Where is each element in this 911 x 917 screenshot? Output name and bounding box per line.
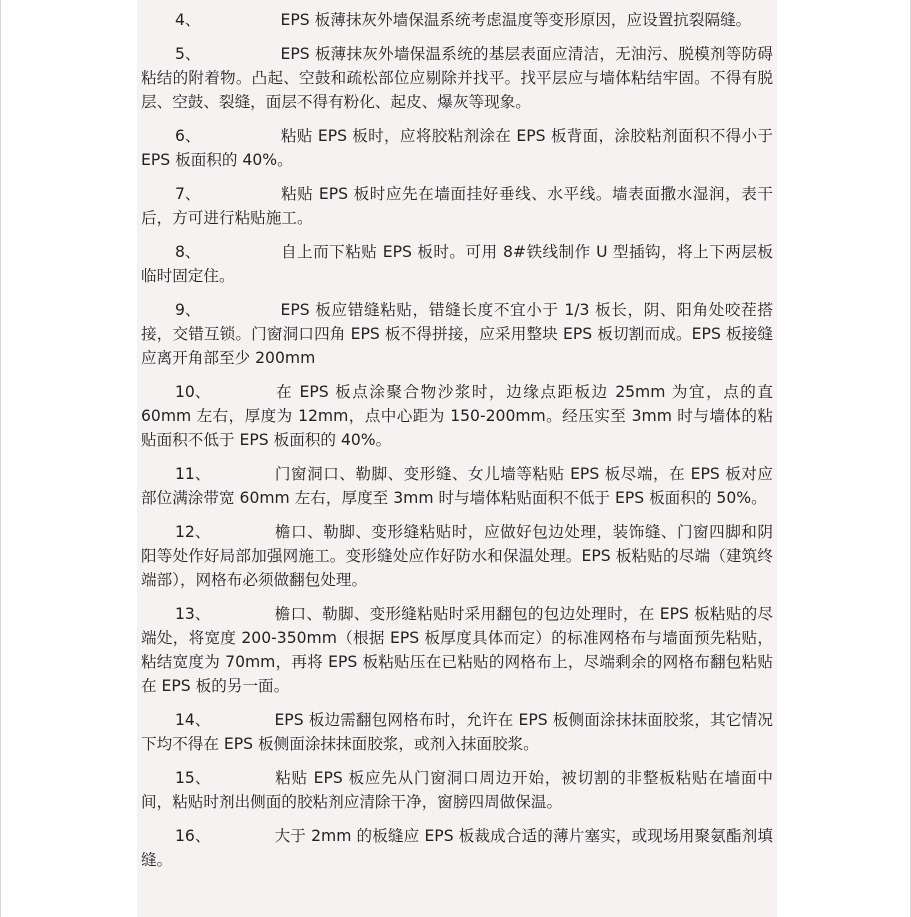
paragraph-16 [141, 824, 773, 872]
paragraph-text: 自上而下粘贴 EPS 板时。可用 8#铁线制作 U 型插钩，将上下两层板临时固定住。 [141, 243, 773, 285]
paragraph-11 [141, 462, 773, 510]
item-number: 11、 [175, 465, 211, 483]
item-number: 6、 [175, 127, 201, 145]
item-number: 16、 [175, 827, 211, 845]
item-number: 14、 [175, 711, 211, 729]
paragraph-15 [141, 766, 773, 814]
item-number: 12、 [175, 523, 211, 541]
paragraph-14 [141, 708, 773, 756]
paragraph-text: 粘贴 EPS 板应先从门窗洞口周边开始，被切割的非整板粘贴在墙面中间，粘贴时剂出侧面的胶粘剂应清除干净，窗膀四周做保温。 [141, 769, 773, 811]
paragraph-text: 粘贴 EPS 板时应先在墙面挂好垂线、水平线。墙表面撒水湿润，表干后，方可进行粘贴施工。 [141, 185, 773, 227]
paragraph-13 [141, 602, 773, 698]
item-number: 5、 [175, 45, 201, 63]
item-number: 4、 [175, 11, 201, 29]
paragraph-text: EPS 板应错缝粘贴，错缝长度不宜小于 1/3 板长，阴、阳角处咬茬搭接，交错互锁。门窗洞口四角 EPS 板不得拼接，应采用整块 EPS 板切割而成。EPS 板接缝应离开角部至少 200mm [141, 301, 773, 367]
paragraph-text: 粘贴 EPS 板时，应将胶粘剂涂在 EPS 板背面，涂胶粘剂面积不得小于 EPS 板面积的 40%。 [141, 127, 773, 169]
paragraph-5 [141, 42, 773, 114]
paragraph-9 [141, 298, 773, 370]
document-page [137, 0, 777, 917]
paragraph-text: 门窗洞口、勒脚、变形缝、女儿墙等粘贴 EPS 板尽端，在 EPS 板对应部位满涂带宽 60mm 左右，厚度至 3mm 时与墙体粘贴面积不低于 EPS 板面积的 50%。 [141, 465, 773, 507]
item-number: 10、 [175, 383, 211, 401]
paragraph-7 [141, 182, 773, 230]
paragraph-12 [141, 520, 773, 592]
paragraph-8 [141, 240, 773, 288]
item-number: 13、 [175, 605, 211, 623]
item-number: 15、 [175, 769, 211, 787]
paragraph-text: 大于 2mm 的板缝应 EPS 板裁成合适的薄片塞实，或现场用聚氨酯剂填缝。 [141, 827, 773, 869]
paragraph-text: EPS 板薄抹灰外墙保温系统的基层表面应清洁，无油污、脱模剂等防碍粘结的附着物。凸起、空鼓和疏松部位应剔除并找平。找平层应与墙体粘结牢固。不得有脱层、空鼓、裂缝，面层不得有粉化、起皮、爆灰等现象。 [141, 45, 773, 111]
paragraph-text: 檐口、勒脚、变形缝粘贴时，应做好包边处理，装饰缝、门窗四脚和阴阳等处作好局部加强网施工。变形缝处应作好防水和保温处理。EPS 板粘贴的尽端（建筑终端部），网格布必须做翻包处理。 [141, 523, 773, 589]
paragraph-text: EPS 板边需翻包网格布时，允许在 EPS 板侧面涂抹抹面胶浆，其它情况下均不得在 EPS 板侧面涂抹抹面胶浆，或剂入抹面胶浆。 [141, 711, 773, 753]
paragraph-text: 檐口、勒脚、变形缝粘贴时采用翻包的包边处理时，在 EPS 板粘贴的尽端处，将宽度 200-350mm（根据 EPS 板厚度具体而定）的标准网格布与墙面预先粘贴，粘结宽度为 70mm，再将 EPS 板粘贴压在已粘贴的网格布上，尽端剩余的网格布翻包粘贴在 EPS 板的另一面。 [141, 605, 773, 695]
paragraph-text: EPS 板薄抹灰外墙保温系统考虑温度等变形原因，应设置抗裂隔缝。 [280, 11, 752, 29]
item-number: 9、 [175, 301, 201, 319]
item-number: 8、 [175, 243, 201, 261]
item-number: 7、 [175, 185, 201, 203]
paragraph-4 [141, 8, 773, 32]
paragraph-text: 在 EPS 板点涂聚合物沙浆时，边缘点距板边 25mm 为宜，点的直 60mm 左右，厚度为 12mm，点中心距为 150-200mm。经压实至 3mm 时与墙体的粘贴面积不低于 EPS 板面积的 40%。 [141, 383, 773, 449]
paragraph-10 [141, 380, 773, 452]
paragraph-6 [141, 124, 773, 172]
